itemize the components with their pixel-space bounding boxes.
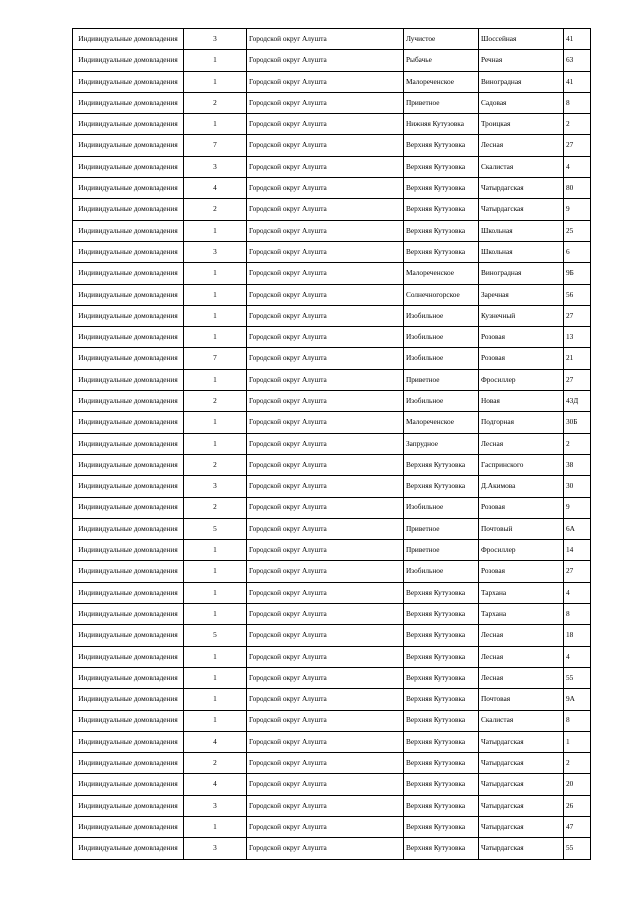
district-cell: Городской округ Алушта [247,348,404,369]
house-number-cell: 2 [564,753,591,774]
street-cell: Виноградная [479,71,564,92]
table-row [73,92,591,113]
house-number-cell: 63 [564,50,591,71]
district-cell: Городской округ Алушта [247,795,404,816]
district-cell: Городской округ Алушта [247,327,404,348]
housing-type-cell: Индивидуальные домовладения [73,241,184,262]
street-cell: Розовая [479,497,564,518]
house-number-cell: 2 [564,433,591,454]
count-cell: 3 [184,29,247,50]
table-body [73,29,591,860]
locality-cell: Верхняя Кутузовка [404,753,479,774]
street-cell: Розовая [479,348,564,369]
street-cell: Д.Акимова [479,476,564,497]
table-row [73,476,591,497]
district-cell: Городской округ Алушта [247,305,404,326]
house-number-cell: 56 [564,284,591,305]
locality-cell: Изобильное [404,497,479,518]
housing-type-cell: Индивидуальные домовладения [73,561,184,582]
street-cell: Новая [479,391,564,412]
table-row [73,731,591,752]
locality-cell: Верхняя Кутузовка [404,646,479,667]
count-cell: 1 [184,604,247,625]
housing-type-cell: Индивидуальные домовладения [73,667,184,688]
district-cell: Городской округ Алушта [247,433,404,454]
house-number-cell: 30Б [564,412,591,433]
house-number-cell: 27 [564,135,591,156]
street-cell: Шоссейная [479,29,564,50]
table-row [73,348,591,369]
locality-cell: Верхняя Кутузовка [404,667,479,688]
count-cell: 1 [184,433,247,454]
district-cell: Городской округ Алушта [247,454,404,475]
table-row [73,838,591,859]
street-cell: Фросиллер [479,369,564,390]
district-cell: Городской округ Алушта [247,135,404,156]
table-row [73,710,591,731]
house-number-cell: 27 [564,369,591,390]
table-row [73,540,591,561]
street-cell: Чатырдагская [479,774,564,795]
district-cell: Городской округ Алушта [247,50,404,71]
count-cell: 2 [184,753,247,774]
housing-type-cell: Индивидуальные домовладения [73,497,184,518]
table-row [73,241,591,262]
locality-cell: Верхняя Кутузовка [404,625,479,646]
count-cell: 2 [184,92,247,113]
street-cell: Троицкая [479,114,564,135]
house-number-cell: 21 [564,348,591,369]
street-cell: Лесная [479,135,564,156]
count-cell: 3 [184,476,247,497]
count-cell: 7 [184,135,247,156]
table-row [73,561,591,582]
housing-type-cell: Индивидуальные домовладения [73,710,184,731]
count-cell: 3 [184,795,247,816]
street-cell: Чатырдагская [479,753,564,774]
housing-type-cell: Индивидуальные домовладения [73,114,184,135]
street-cell: Чатырдагская [479,178,564,199]
count-cell: 1 [184,412,247,433]
district-cell: Городской округ Алушта [247,476,404,497]
table-row [73,518,591,539]
table-row [73,369,591,390]
housing-type-cell: Индивидуальные домовладения [73,433,184,454]
housing-type-cell: Индивидуальные домовладения [73,816,184,837]
house-number-cell: 9 [564,199,591,220]
count-cell: 1 [184,71,247,92]
district-cell: Городской округ Алушта [247,816,404,837]
table-row [73,816,591,837]
locality-cell: Верхняя Кутузовка [404,689,479,710]
locality-cell: Малореченское [404,71,479,92]
housing-type-cell: Индивидуальные домовладения [73,263,184,284]
district-cell: Городской округ Алушта [247,689,404,710]
district-cell: Городской округ Алушта [247,156,404,177]
district-cell: Городской округ Алушта [247,582,404,603]
table-row [73,625,591,646]
house-number-cell: 4 [564,156,591,177]
house-number-cell: 8 [564,92,591,113]
table-row [73,774,591,795]
housing-type-cell: Индивидуальные домовладения [73,689,184,710]
housing-type-cell: Индивидуальные домовладения [73,284,184,305]
street-cell: Школьная [479,220,564,241]
count-cell: 2 [184,454,247,475]
street-cell: Речная [479,50,564,71]
house-number-cell: 9А [564,689,591,710]
table-row [73,327,591,348]
count-cell: 4 [184,178,247,199]
locality-cell: Изобильное [404,348,479,369]
count-cell: 1 [184,816,247,837]
table-row [73,29,591,50]
table-row [73,305,591,326]
locality-cell: Верхняя Кутузовка [404,135,479,156]
count-cell: 2 [184,391,247,412]
table-row [73,50,591,71]
table-row [73,667,591,688]
district-cell: Городской округ Алушта [247,114,404,135]
count-cell: 1 [184,667,247,688]
district-cell: Городской округ Алушта [247,92,404,113]
locality-cell: Верхняя Кутузовка [404,454,479,475]
count-cell: 1 [184,50,247,71]
street-cell: Виноградная [479,263,564,284]
house-number-cell: 55 [564,667,591,688]
housing-type-cell: Индивидуальные домовладения [73,71,184,92]
street-cell: Заречная [479,284,564,305]
housing-type-cell: Индивидуальные домовладения [73,646,184,667]
locality-cell: Верхняя Кутузовка [404,838,479,859]
locality-cell: Верхняя Кутузовка [404,476,479,497]
district-cell: Городской округ Алушта [247,838,404,859]
table-row [73,497,591,518]
table-row [73,391,591,412]
district-cell: Городской округ Алушта [247,497,404,518]
table-row [73,71,591,92]
street-cell: Лесная [479,667,564,688]
locality-cell: Приветное [404,518,479,539]
housing-type-cell: Индивидуальные домовладения [73,178,184,199]
locality-cell: Верхняя Кутузовка [404,710,479,731]
district-cell: Городской округ Алушта [247,199,404,220]
count-cell: 4 [184,774,247,795]
housing-type-cell: Индивидуальные домовладения [73,838,184,859]
housing-type-cell: Индивидуальные домовладения [73,92,184,113]
locality-cell: Верхняя Кутузовка [404,582,479,603]
district-cell: Городской округ Алушта [247,369,404,390]
housing-type-cell: Индивидуальные домовладения [73,391,184,412]
locality-cell: Верхняя Кутузовка [404,156,479,177]
street-cell: Скалистая [479,156,564,177]
house-number-cell: 18 [564,625,591,646]
house-number-cell: 4 [564,646,591,667]
street-cell: Кузнечный [479,305,564,326]
table-row [73,753,591,774]
table-row [73,454,591,475]
table-row [73,412,591,433]
locality-cell: Верхняя Кутузовка [404,604,479,625]
house-number-cell: 14 [564,540,591,561]
locality-cell: Верхняя Кутузовка [404,816,479,837]
district-cell: Городской округ Алушта [247,220,404,241]
count-cell: 2 [184,497,247,518]
district-cell: Городской округ Алушта [247,710,404,731]
locality-cell: Верхняя Кутузовка [404,241,479,262]
table-row [73,178,591,199]
street-cell: Почтовая [479,689,564,710]
district-cell: Городской округ Алушта [247,731,404,752]
housing-type-cell: Индивидуальные домовладения [73,135,184,156]
street-cell: Скалистая [479,710,564,731]
street-cell: Садовая [479,92,564,113]
street-cell: Лесная [479,625,564,646]
count-cell: 1 [184,284,247,305]
housing-type-cell: Индивидуальные домовладения [73,454,184,475]
district-cell: Городской округ Алушта [247,540,404,561]
house-number-cell: 25 [564,220,591,241]
house-number-cell: 20 [564,774,591,795]
locality-cell: Малореченское [404,263,479,284]
count-cell: 1 [184,646,247,667]
street-cell: Лесная [479,646,564,667]
district-cell: Городской округ Алушта [247,774,404,795]
district-cell: Городской округ Алушта [247,71,404,92]
street-cell: Розовая [479,561,564,582]
house-number-cell: 41 [564,29,591,50]
locality-cell: Изобильное [404,305,479,326]
count-cell: 1 [184,540,247,561]
count-cell: 7 [184,348,247,369]
count-cell: 3 [184,156,247,177]
district-cell: Городской округ Алушта [247,241,404,262]
housing-type-cell: Индивидуальные домовладения [73,50,184,71]
district-cell: Городской округ Алушта [247,284,404,305]
house-number-cell: 38 [564,454,591,475]
house-number-cell: 55 [564,838,591,859]
table-row [73,220,591,241]
table-row [73,689,591,710]
district-cell: Городской округ Алушта [247,604,404,625]
count-cell: 4 [184,731,247,752]
table-row [73,646,591,667]
table-row [73,199,591,220]
district-cell: Городской округ Алушта [247,412,404,433]
locality-cell: Верхняя Кутузовка [404,774,479,795]
house-number-cell: 13 [564,327,591,348]
house-number-cell: 1 [564,731,591,752]
locality-cell: Приветное [404,540,479,561]
locality-cell: Приветное [404,92,479,113]
locality-cell: Верхняя Кутузовка [404,199,479,220]
district-cell: Городской округ Алушта [247,625,404,646]
document-page [72,28,590,860]
count-cell: 1 [184,327,247,348]
housing-type-cell: Индивидуальные домовладения [73,327,184,348]
district-cell: Городской округ Алушта [247,561,404,582]
count-cell: 2 [184,199,247,220]
street-cell: Чатырдагская [479,816,564,837]
housing-type-cell: Индивидуальные домовладения [73,476,184,497]
housing-type-cell: Индивидуальные домовладения [73,156,184,177]
locality-cell: Солнечногорское [404,284,479,305]
count-cell: 3 [184,838,247,859]
table-row [73,433,591,454]
housing-type-cell: Индивидуальные домовладения [73,774,184,795]
house-number-cell: 80 [564,178,591,199]
count-cell: 1 [184,561,247,582]
house-number-cell: 43Д [564,391,591,412]
count-cell: 1 [184,369,247,390]
house-number-cell: 4 [564,582,591,603]
house-number-cell: 30 [564,476,591,497]
street-cell: Фросиллер [479,540,564,561]
district-cell: Городской округ Алушта [247,263,404,284]
housing-table [72,28,591,860]
count-cell: 5 [184,625,247,646]
house-number-cell: 9 [564,497,591,518]
locality-cell: Малореченское [404,412,479,433]
housing-type-cell: Индивидуальные домовладения [73,412,184,433]
locality-cell: Изобильное [404,327,479,348]
table-row [73,263,591,284]
count-cell: 5 [184,518,247,539]
housing-type-cell: Индивидуальные домовладения [73,540,184,561]
housing-type-cell: Индивидуальные домовладения [73,518,184,539]
housing-type-cell: Индивидуальные домовладения [73,604,184,625]
district-cell: Городской округ Алушта [247,753,404,774]
street-cell: Чатырдагская [479,731,564,752]
street-cell: Лесная [479,433,564,454]
locality-cell: Изобильное [404,391,479,412]
locality-cell: Лучистое [404,29,479,50]
table-row [73,135,591,156]
locality-cell: Верхняя Кутузовка [404,220,479,241]
house-number-cell: 6А [564,518,591,539]
house-number-cell: 41 [564,71,591,92]
housing-type-cell: Индивидуальные домовладения [73,199,184,220]
street-cell: Тархана [479,604,564,625]
locality-cell: Верхняя Кутузовка [404,731,479,752]
count-cell: 1 [184,689,247,710]
house-number-cell: 8 [564,710,591,731]
street-cell: Гаспринского [479,454,564,475]
house-number-cell: 6 [564,241,591,262]
house-number-cell: 47 [564,816,591,837]
locality-cell: Приветное [404,369,479,390]
housing-type-cell: Индивидуальные домовладения [73,220,184,241]
locality-cell: Изобильное [404,561,479,582]
count-cell: 1 [184,710,247,731]
district-cell: Городской округ Алушта [247,178,404,199]
housing-type-cell: Индивидуальные домовладения [73,625,184,646]
district-cell: Городской округ Алушта [247,29,404,50]
count-cell: 1 [184,114,247,135]
street-cell: Розовая [479,327,564,348]
table-row [73,604,591,625]
locality-cell: Нижняя Кутузовка [404,114,479,135]
house-number-cell: 8 [564,604,591,625]
house-number-cell: 2 [564,114,591,135]
housing-type-cell: Индивидуальные домовладения [73,348,184,369]
housing-type-cell: Индивидуальные домовладения [73,29,184,50]
street-cell: Чатырдагская [479,838,564,859]
house-number-cell: 9Б [564,263,591,284]
table-row [73,795,591,816]
housing-type-cell: Индивидуальные домовладения [73,582,184,603]
district-cell: Городской округ Алушта [247,391,404,412]
street-cell: Школьная [479,241,564,262]
count-cell: 1 [184,263,247,284]
housing-type-cell: Индивидуальные домовладения [73,369,184,390]
table-row [73,114,591,135]
count-cell: 1 [184,305,247,326]
house-number-cell: 27 [564,305,591,326]
street-cell: Тархана [479,582,564,603]
housing-type-cell: Индивидуальные домовладения [73,731,184,752]
housing-type-cell: Индивидуальные домовладения [73,753,184,774]
locality-cell: Верхняя Кутузовка [404,795,479,816]
locality-cell: Верхняя Кутузовка [404,178,479,199]
count-cell: 3 [184,241,247,262]
housing-type-cell: Индивидуальные домовладения [73,795,184,816]
house-number-cell: 26 [564,795,591,816]
table-row [73,582,591,603]
locality-cell: Рыбачье [404,50,479,71]
count-cell: 1 [184,582,247,603]
housing-type-cell: Индивидуальные домовладения [73,305,184,326]
street-cell: Почтовый [479,518,564,539]
table-row [73,156,591,177]
district-cell: Городской округ Алушта [247,667,404,688]
count-cell: 1 [184,220,247,241]
street-cell: Чатырдагская [479,199,564,220]
house-number-cell: 27 [564,561,591,582]
district-cell: Городской округ Алушта [247,518,404,539]
locality-cell: Запрудное [404,433,479,454]
table-row [73,284,591,305]
district-cell: Городской округ Алушта [247,646,404,667]
street-cell: Чатырдагская [479,795,564,816]
street-cell: Подгорная [479,412,564,433]
